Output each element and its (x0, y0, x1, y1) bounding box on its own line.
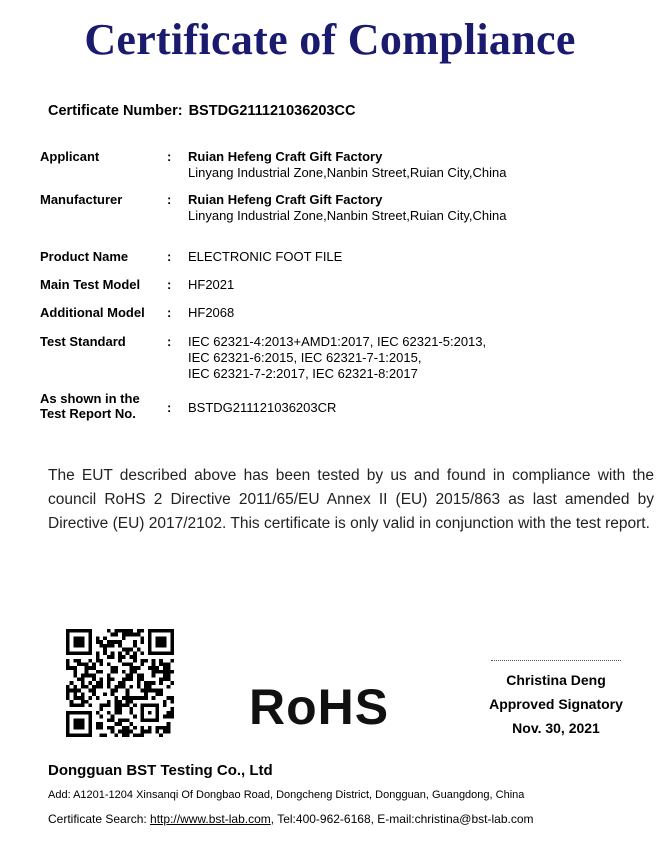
certificate-number-label: Certificate Number: (48, 103, 183, 119)
applicant-name: Ruian Hefeng Craft Gift Factory (188, 149, 383, 164)
company-address: Add: A1201-1204 Xinsanqi Of Dongbao Road, Dongcheng District, Dongguan, Guangdong, China (48, 789, 525, 801)
product-name-label: Product Name (40, 249, 129, 264)
test-report-value: BSTDG211121036203CR (188, 400, 337, 415)
signatory-name: Christina Deng (506, 672, 606, 688)
signature-date: Nov. 30, 2021 (512, 720, 600, 736)
certificate-number (48, 103, 355, 119)
certificate-title: Certificate of Compliance (84, 15, 576, 64)
test-report-label-line: As shown in the (40, 391, 140, 406)
colon: : (167, 277, 172, 292)
website-link[interactable]: http://www.bst-lab.com (150, 812, 271, 826)
certificate-number-value: BSTDG211121036203CC (188, 103, 356, 119)
test-standard-line: IEC 62321-7-2:2017, IEC 62321-8:2017 (188, 366, 418, 381)
applicant-address: Linyang Industrial Zone,Nanbin Street,Ruian City,China (188, 165, 507, 180)
manufacturer-value (188, 192, 568, 224)
rohs-mark: RoHS (249, 679, 390, 735)
qr-code-icon (66, 629, 174, 737)
contact-info: , Tel:400-962-6168, E-mail:christina@bst-lab.com (270, 812, 534, 826)
test-standard-line: IEC 62321-6:2015, IEC 62321-7-1:2015, (188, 350, 422, 365)
test-report-label-line: Test Report No. (40, 406, 136, 421)
additional-model-value: HF2068 (188, 305, 235, 320)
main-test-model-label: Main Test Model (40, 277, 141, 292)
manufacturer-name: Ruian Hefeng Craft Gift Factory (188, 192, 383, 207)
test-report-label (40, 391, 165, 421)
applicant-label: Applicant (40, 149, 100, 164)
main-test-model-value: HF2021 (188, 277, 235, 292)
colon: : (167, 192, 172, 207)
compliance-statement: The EUT described above has been tested by us and found in compliance with the council RoHS 2 Directive 2011/65/EU Annex II (EU) 2015/863 as last amended by Directive (EU) 2017/2102. This certificate is only valid in conjunction with the test report. (48, 467, 654, 532)
test-standard-value (188, 334, 568, 382)
colon: : (167, 149, 172, 164)
company-name: Dongguan BST Testing Co., Ltd (48, 762, 273, 779)
test-standard-line: IEC 62321-4:2013+AMD1:2017, IEC 62321-5:2013, (188, 334, 487, 349)
product-name-value: ELECTRONIC FOOT FILE (188, 249, 343, 264)
additional-model-label: Additional Model (40, 305, 145, 320)
certificate-search (48, 812, 534, 826)
manufacturer-label: Manufacturer (40, 192, 123, 207)
signatory-title: Approved Signatory (489, 696, 623, 712)
colon: : (167, 400, 172, 415)
manufacturer-address: Linyang Industrial Zone,Nanbin Street,Ruian City,China (188, 208, 507, 223)
applicant-value (188, 149, 568, 181)
certificate-search-label: Certificate Search: (48, 812, 151, 826)
colon: : (167, 305, 172, 320)
test-standard-label: Test Standard (40, 334, 126, 349)
signature-line (491, 660, 621, 661)
colon: : (167, 334, 172, 349)
colon: : (167, 249, 172, 264)
